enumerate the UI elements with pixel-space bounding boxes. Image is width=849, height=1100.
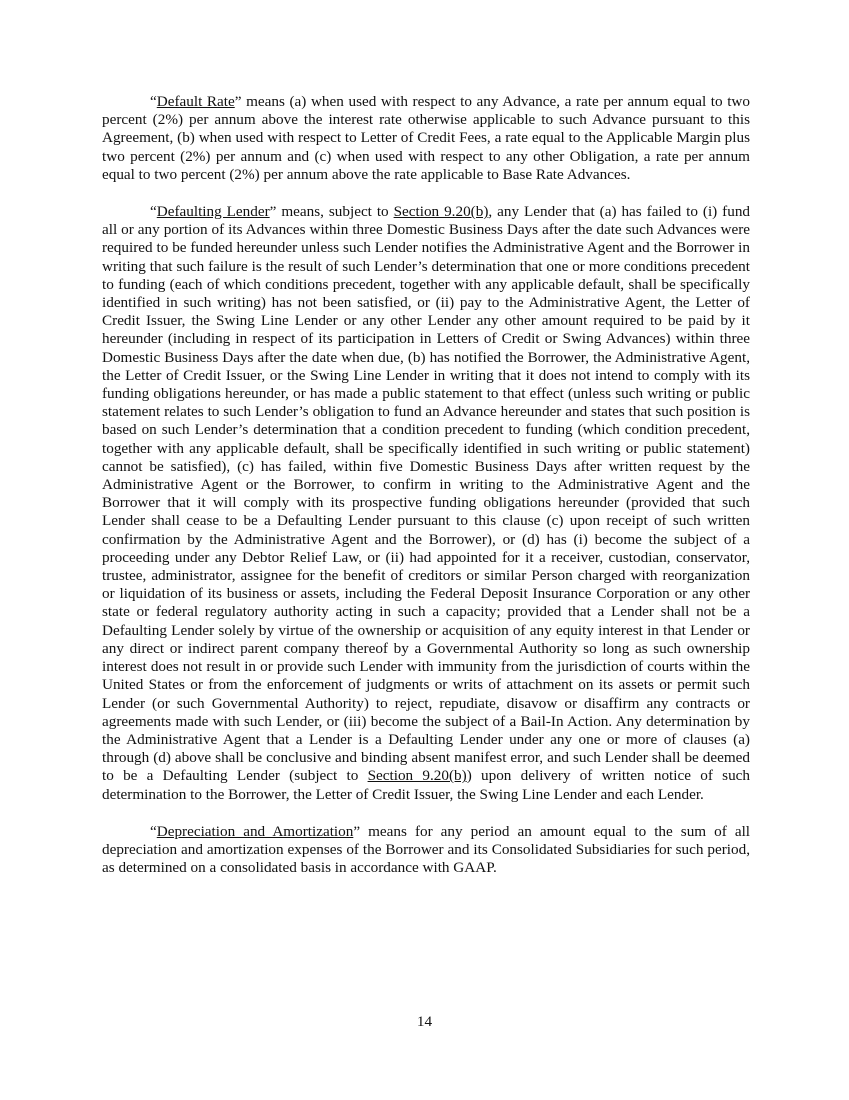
page-number: 14 bbox=[416, 1013, 433, 1030]
definition-default-rate bbox=[102, 93, 750, 184]
close-quote: ” bbox=[353, 822, 361, 840]
close-quote: ” bbox=[269, 203, 277, 221]
section-reference-link[interactable]: Section 9.20(b) bbox=[393, 203, 489, 221]
open-quote: “ bbox=[150, 203, 157, 221]
definition-body: means (a) when used with respect to any Advance, a rate per annum equal to two percent (2%) per annum above the interest rate otherwise applicable to such Advance pursuant to this Agreement, (b) when used with respect to Letter of Credit Fees, a rate equal to the Applicable Margin plus two percent (2%) per annum and (c) when used with respect to any other Obligation, a rate per annum equal to two percent (2%) per annum above the rate applicable to Base Rate Advances. bbox=[102, 93, 750, 183]
close-quote: ” bbox=[234, 93, 242, 110]
definition-defaulting-lender bbox=[102, 203, 750, 804]
definition-body: , any Lender that (a) has failed to (i) fund all or any portion of its Advances within three Domestic Business Days after the date such Advances were required to be funded hereunder unless such Lender notifies the Administrative Agent and the Borrower in writing that such failure is the result of such Lender’s determination that one or more conditions precedent to funding (each of which conditions precedent, together with any applicable default, shall be specifically identified in such writing) has not been satisfied, or (ii) pay to the Administrative Agent, the Letter of Credit Issuer, the Swing Line Lender or any other Lender any other amount required to be paid by it hereunder (including in respect of its participation in Letters of Credit or Swing Advances) within three Domestic Business Days after the date when due, (b) has notified the Borrower, the Administrative Agent, the Letter of Credit Issuer, or the Swing Line Lender in writing that it does not intend to comply with its funding obligations hereunder, or has made a public statement to that effect (unless such writing or public statement relates to such Lender’s obligation to fund an Advance hereunder and states that such position is based on such Lender’s determination that a condition precedent to funding (which condition precedent, together with any applicable default, shall be specifically identified in such writing or public statement) cannot be satisfied), (c) has failed, within five Domestic Business Days after written request by the Administrative Agent or the Borrower, to confirm in writing to the Administrative Agent and the Borrower that it will comply with its prospective funding obligations hereunder (provided that such Lender shall cease to be a Defaulting Lender pursuant to this clause (c) upon receipt of such written confirmation by the Administrative Agent and the Borrower), or (d) has (i) become the subject of a proceeding under any Debtor Relief Law, or (ii) had appointed for it a receiver, custodian, conservator, trustee, administrator, assignee for the benefit of creditors or similar Person charged with reorganization or liquidation of its business or assets, including the Federal Deposit Insurance Corporation or any other state or federal regulatory authority acting in such a capacity; provided that a Lender shall not be a Defaulting Lender solely by virtue of the ownership or acquisition of any equity interest in that Lender or any direct or indirect parent company thereof by a Governmental Authority so long as such ownership interest does not result in or provide such Lender with immunity from the jurisdiction of courts within the United States or from the enforcement of judgments or writs of attachment on its assets or permit such Lender (or such Governmental Authority) to reject, repudiate, disavow or disaffirm any contracts or agreements made with such Lender, or (iii) become the subject of a Bail-In Action. Any determination by the Administrative Agent that a Lender is a Defaulting Lender under any one or more of clauses (a) through (d) above shall be conclusive and binding absent manifest error, and such Lender shall be deemed to be a Defaulting Lender (subject to bbox=[102, 203, 751, 785]
open-quote: “ bbox=[150, 93, 157, 110]
document-page bbox=[102, 93, 750, 896]
section-reference-link[interactable]: Section 9.20(b) bbox=[367, 767, 467, 785]
defined-term-default-rate: Default Rate bbox=[156, 93, 235, 110]
defined-term-defaulting-lender: Defaulting Lender bbox=[156, 203, 270, 221]
definition-lead: means, subject to bbox=[276, 203, 394, 221]
definition-depreciation-and-amortization bbox=[102, 823, 750, 878]
definition-body-tail: ) upon delivery of written notice of such determination to the Borrower, the Letter of Credit Issuer, the Swing Line Lender and each Lender. bbox=[102, 767, 750, 803]
open-quote: “ bbox=[150, 822, 157, 840]
definition-body: means for any period an amount equal to the sum of all depreciation and amortization expenses of the Borrower and its Consolidated Subsidiaries for such period, as determined on a consolidated basis in accordance with GAAP. bbox=[102, 822, 751, 877]
defined-term-depreciation-and-amortization: Depreciation and Amortization bbox=[156, 822, 354, 840]
